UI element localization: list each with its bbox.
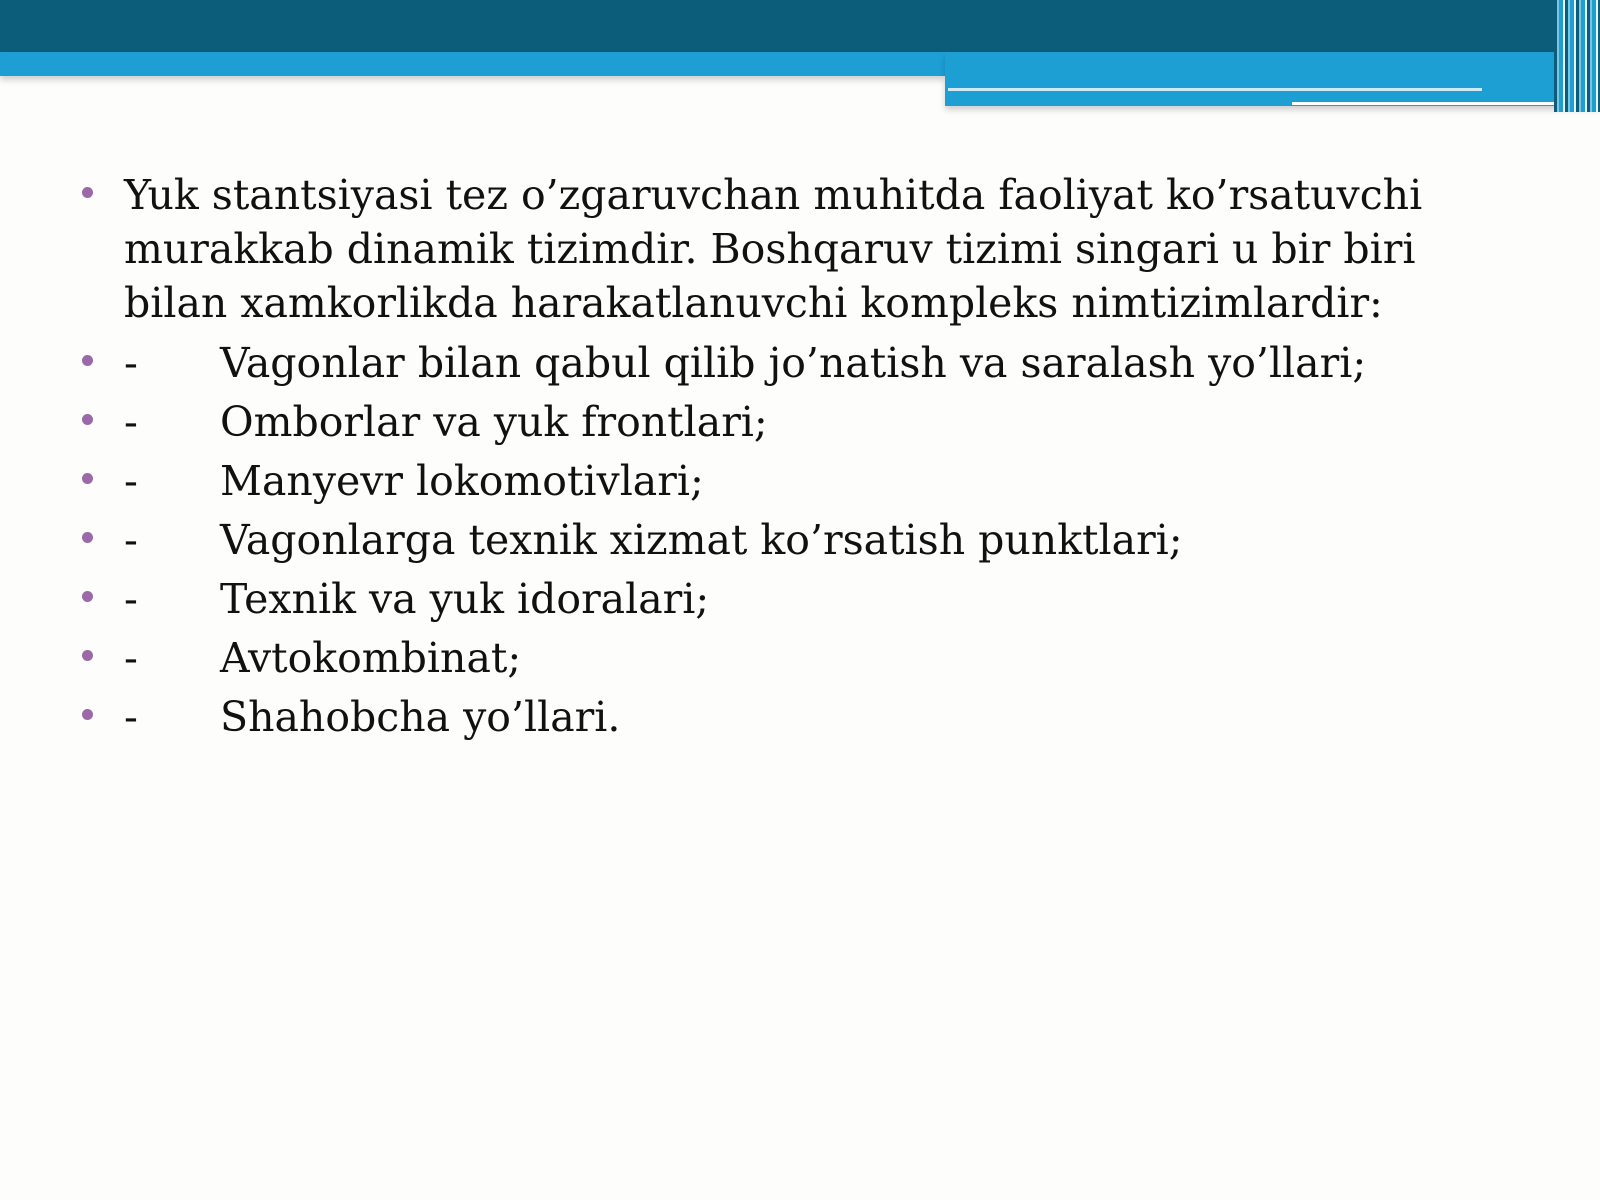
bullet-dot-icon [82,187,93,198]
bullet-item [78,690,1478,744]
bullet-text: Shahobcha yo’llari. [220,693,621,741]
header-accent-line-white [1292,102,1568,105]
bullet-text: Manyevr lokomotivlari; [220,457,704,505]
dash-marker: - [124,693,138,741]
bullet-item [78,572,1478,626]
header-stripes-decoration [1554,0,1600,112]
bullet-text: Vagonlarga texnik xizmat ko’rsatish punktlari; [220,516,1183,564]
bullet-dot-icon [82,473,93,484]
header-light-band-left [0,52,945,76]
dash-marker: - [124,339,138,387]
header-dark-band [0,0,1600,56]
header-light-band-right [945,52,1600,106]
bullet-list [78,168,1478,744]
bullet-dot-icon [82,650,93,661]
bullet-dot-icon [82,355,93,366]
dash-marker: - [124,634,138,682]
bullet-item [78,454,1478,508]
bullet-item [78,631,1478,685]
bullet-item-intro [78,168,1478,330]
bullet-dot-icon [82,709,93,720]
bullet-dot-icon [82,591,93,602]
bullet-item [78,336,1478,390]
dash-marker: - [124,398,138,446]
bullet-text: Yuk stantsiyasi tez o’zgaruvchan muhitda faoliyat ko’rsatuvchi murakkab dinamik tizimdir. Boshqaruv tizimi singari u bir biri bilan xamkorlikda harakatlanuvchi kompleks nimtizimlardir: [124,171,1423,327]
slide-content [78,168,1478,749]
bullet-text: Texnik va yuk idoralari; [220,575,710,623]
header-accent-line [948,88,1482,91]
bullet-item [78,395,1478,449]
bullet-item [78,513,1478,567]
bullet-text: Omborlar va yuk frontlari; [220,398,768,446]
bullet-dot-icon [82,532,93,543]
dash-marker: - [124,516,138,564]
dash-marker: - [124,457,138,505]
bullet-text: Vagonlar bilan qabul qilib jo’natish va saralash yo’llari; [220,339,1367,387]
bullet-dot-icon [82,414,93,425]
dash-marker: - [124,575,138,623]
bullet-text: Avtokombinat; [220,634,522,682]
